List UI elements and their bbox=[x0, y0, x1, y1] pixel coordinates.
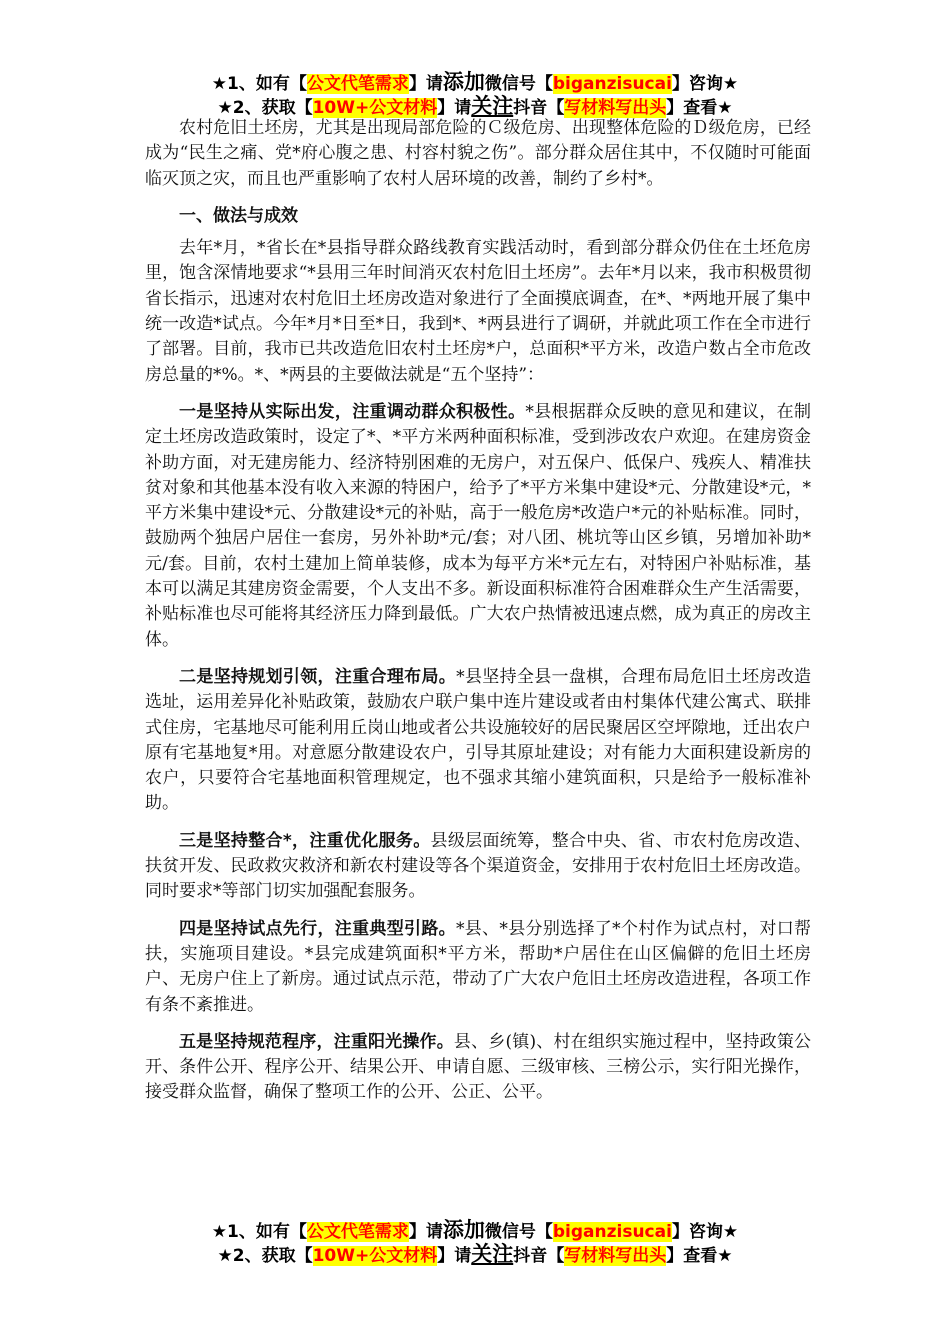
footer-banner-line-1 bbox=[0, 1218, 950, 1244]
banner-text: 】请 bbox=[408, 74, 443, 94]
document-body bbox=[145, 116, 811, 1118]
point-5-paragraph bbox=[145, 1030, 811, 1106]
banner-text: 】查看★ bbox=[666, 1246, 733, 1266]
banner-text: ★2、获取【 bbox=[217, 1246, 313, 1266]
wechat-id: biganzisucai bbox=[552, 1222, 672, 1242]
banner-text: 】查看★ bbox=[666, 98, 733, 118]
header-banner-line-1 bbox=[0, 70, 950, 96]
point-5-lead: 五是坚持规范程序，注重阳光操作。 bbox=[179, 1031, 454, 1052]
wechat-id: biganzisucai bbox=[552, 74, 672, 94]
intro-paragraph: 农村危旧土坯房，尤其是出现局部危险的Ｃ级危房、出现整体危险的Ｄ级危房，已经成为“民生之痛、党*府心腹之患、村容村貌之伤”。部分群众居住其中，不仅随时可能面临灭顶之灾，而且也严重影响了农村人居环境的改善，制约了乡村*。 bbox=[145, 118, 811, 189]
banner-text: ★1、如有【 bbox=[211, 74, 307, 94]
point-1-lead: 一是坚持从实际出发，注重调动群众积极性。 bbox=[179, 401, 526, 422]
banner-text: ★2、获取【 bbox=[217, 98, 313, 118]
point-2-lead: 二是坚持规划引领，注重合理布局。 bbox=[179, 666, 457, 687]
footer-banner-line-2 bbox=[0, 1242, 950, 1268]
section-heading: 一、做法与成效 bbox=[179, 205, 298, 226]
banner-text: 】咨询★ bbox=[671, 74, 739, 94]
banner-highlight: 公文代笔需求 bbox=[306, 74, 409, 94]
banner-text: 微信号【 bbox=[484, 1222, 553, 1242]
point-1-text: *县根据群众反映的意见和建议，在制定土坯房改造政策时，设定了*、*平方米两种面积标准，受到涉改农户欢迎。在建房资金补助方面，对无建房能力、经济特别困难的无房户，对五保户、低保户、残疾人、精准扶贫对象和其他基本没有收入来源的特困户，给予了*平方米集中建设*元、分散建设*元，*平方米集中建设*元、分散建设*元的补贴，高于一般危房*改造户*元的补贴标准。同时，鼓励两个独居户居住一套房，另外补助*元/套；对八团、桃坑等山区乡镇，另增加补助*元/套。目前，农村土建加上简单装修，成本为每平方米*元左右，对特困户补贴标准，基本可以满足其建房资金需要，个人支出不多。新设面积标准符合困难群众生产生活需要，补贴标准也尽可能将其经济压力降到最低。广大农户热情被迅速点燃，成为真正的房改主体。 bbox=[145, 401, 812, 650]
point-1-paragraph bbox=[145, 400, 811, 653]
banner-text: 】咨询★ bbox=[671, 1222, 739, 1242]
banner-emphasis: 添加 bbox=[442, 70, 485, 94]
banner-emphasis: 关注 bbox=[471, 1242, 514, 1266]
paragraph-1: 去年*月，*省长在*县指导群众路线教育实践活动时，看到部分群众仍住在土坯危房里，饱含深情地要求“*县用三年时间消灭农村危旧土坯房”。去年*月以来，我市积极贯彻省长指示，迅速对农村危旧土坯房改造对象进行了全面摸底调查，在*、*两地开展了集中统一改造*试点。今年*月*日至*日，我到*、*两县进行了调研，并就此项工作在全市进行了部署。目前，我市已共改造危旧农村土坯房*户，总面积*平方米，改造户数占全市危改房总量的*%。*、*两县的主要做法就是“五个坚持”： bbox=[145, 238, 811, 385]
point-2-text: *县坚持全县一盘棋，合理布局危旧土坯房改造选址，运用差异化补贴政策，鼓励农户联户集中连片建设或者由村集体代建公寓式、联排式住房，宅基地尽可能利用丘岗山地或者公共设施较好的居民聚居区空坪隙地，迁出农户原有宅基地复*用。对意愿分散建设农户，引导其原址建设；对有能力大面积建设新房的农户，只要符合宅基地面积管理规定，也不强求其缩小建筑面积，只是给予一般标准补助。 bbox=[145, 666, 812, 814]
douyin-account: 写材料写出头 bbox=[564, 1246, 667, 1266]
banner-text: 抖音【 bbox=[513, 98, 565, 118]
banner-highlight: 10W+公文材料 bbox=[312, 1246, 438, 1266]
banner-emphasis: 添加 bbox=[442, 1218, 485, 1242]
point-5-text: 县、乡(镇)、村在组织实施过程中，坚持政策公开、条件公开、程序公开、结果公开、申请自愿、三级审核、三榜公示，实行阳光操作，接受群众监督，确保了整项工作的公开、公正、公平。 bbox=[145, 1031, 812, 1103]
point-3-lead: 三是坚持整合*，注重优化服务。 bbox=[179, 830, 431, 851]
point-4-text: *县、*县分别选择了*个村作为试点村，对口帮扶，实施项目建设。*县完成建筑面积*平方米，帮助*户居住在山区偏僻的危旧土坯房户、无房户住上了新房。通过试点示范，带动了广大农户危旧土坯房改造进程，各项工作有条不紊推进。 bbox=[145, 918, 812, 1015]
point-4-paragraph bbox=[145, 917, 811, 1018]
point-2-paragraph bbox=[145, 665, 811, 817]
banner-text: ★1、如有【 bbox=[211, 1222, 307, 1242]
banner-emphasis: 关注 bbox=[471, 94, 514, 118]
banner-text: 抖音【 bbox=[513, 1246, 565, 1266]
banner-text: 】请 bbox=[437, 98, 472, 118]
banner-text: 微信号【 bbox=[484, 74, 553, 94]
point-3-paragraph bbox=[145, 829, 811, 905]
point-3-text: 县级层面统筹，整合中央、省、市农村危房改造、扶贫开发、民政救灾救济和新农村建设等各个渠道资金，安排用于农村危旧土坯房改造。同时要求*等部门切实加强配套服务。 bbox=[145, 830, 812, 902]
banner-text: 】请 bbox=[408, 1222, 443, 1242]
point-4-lead: 四是坚持试点先行，注重典型引路。 bbox=[179, 918, 456, 939]
banner-highlight: 10W+公文材料 bbox=[312, 98, 438, 118]
banner-highlight: 公文代笔需求 bbox=[306, 1222, 409, 1242]
douyin-account: 写材料写出头 bbox=[564, 98, 667, 118]
banner-text: 】请 bbox=[437, 1246, 472, 1266]
